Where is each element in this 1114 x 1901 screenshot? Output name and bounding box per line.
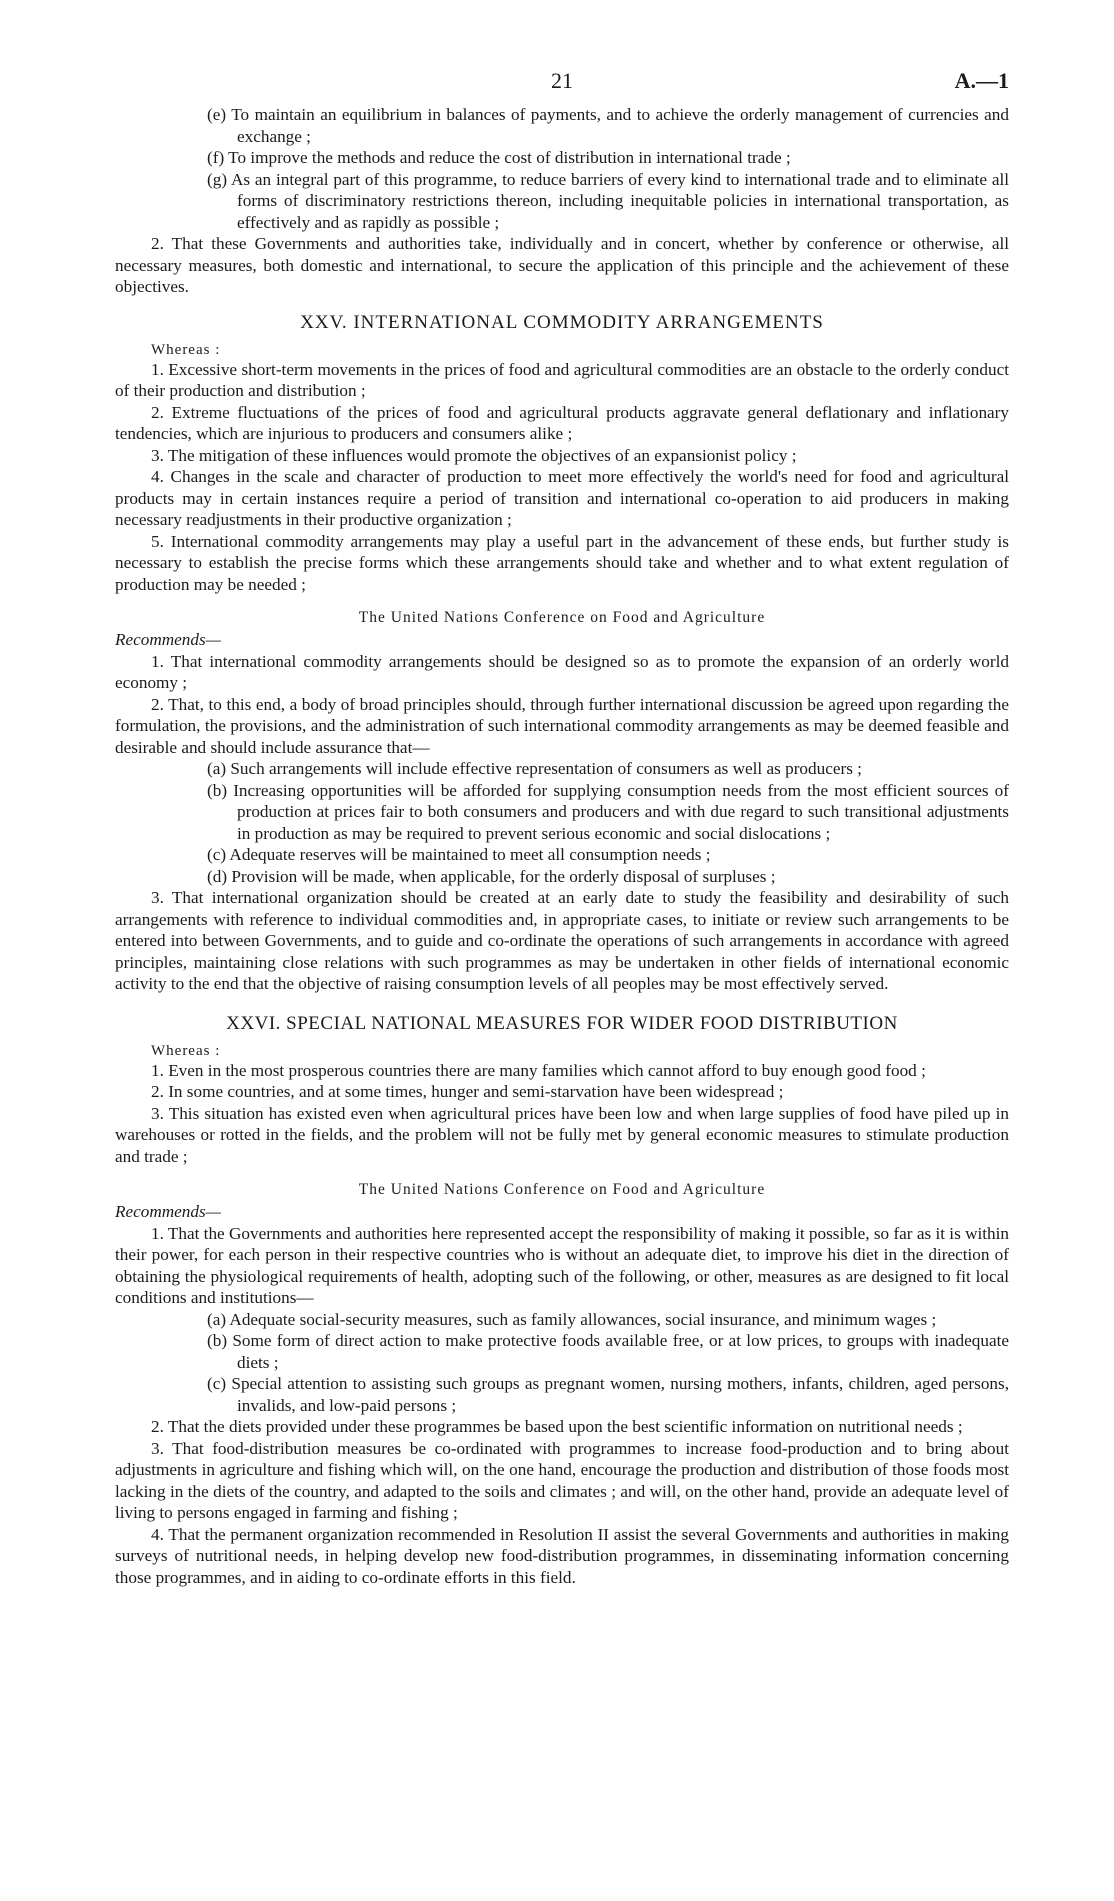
paragraph: 3. This situation has existed even when agricultural prices have been low and when large supplies of food have piled up in warehouses or rotted in the fields, and the problem will not be fully met by general economic measures to stimulate production and trade ;: [115, 1103, 1009, 1166]
list-item: (a) Such arrangements will include effective representation of consumers as well as producers ;: [207, 759, 862, 778]
paragraph: 1. Even in the most prosperous countries there are many families which cannot afford to buy enough good food ;: [151, 1060, 926, 1080]
list-item: (c) Adequate reserves will be maintained to meet all consumption needs ;: [207, 845, 711, 864]
page-header: [115, 68, 1009, 98]
paragraph: 4. That the permanent organization recommended in Resolution II assist the several Governments and authorities in making surveys of nutritional needs, in helping develop new food-distribution programmes, in disseminating information concerning those programmes, and in aiding to co-ordinate efforts in this field.: [115, 1524, 1009, 1587]
list-item: (b) Increasing opportunities will be afforded for supplying consumption needs from the most efficient sources of production at prices fair to both consumers and producers and with due regard to such transitional adjustments in production as may be required to prevent serious economic and social dislocations ;: [207, 780, 1009, 843]
list-item: (b) Some form of direct action to make protective foods available free, or at low prices, to groups with inadequate diets ;: [207, 1331, 1009, 1372]
paragraph: 2. That these Governments and authorities take, individually and in concert, whether by conference or otherwise, all necessary measures, both domestic and international, to secure the application of this principle and the achievement of these objectives.: [115, 234, 1009, 296]
recommends-label: Recommends—: [115, 630, 221, 649]
section-heading: XXV. INTERNATIONAL COMMODITY ARRANGEMENTS: [300, 311, 824, 333]
page-number: 21: [551, 68, 573, 93]
document-reference: A.—1: [954, 68, 1009, 93]
paragraph: 5. International commodity arrangements may play a useful part in the advancement of these ends, but further study is necessary to establish the precise forms which these arrangements should take and whether and to what extent regulation of production may be needed ;: [115, 531, 1009, 594]
conference-heading: The United Nations Conference on Food and Agriculture: [358, 1181, 766, 1198]
paragraph: 2. In some countries, and at some times, hunger and semi-starvation have been widespread ;: [151, 1082, 784, 1101]
list-item: (a) Adequate social-security measures, such as family allowances, social insurance, and minimum wages ;: [207, 1309, 937, 1329]
section-heading: XXVI. SPECIAL NATIONAL MEASURES FOR WIDER FOOD DISTRIBUTION: [226, 1012, 898, 1034]
paragraph: 1. That international commodity arrangements should be designed so as to promote the expansion of an orderly world economy ;: [115, 651, 1009, 692]
whereas-label: Whereas :: [151, 341, 221, 358]
paragraph: 4. Changes in the scale and character of production to meet more effectively the world's need for food and agricultural products may in certain instances require a period of transition and international co-operation to aid producers in making necessary readjustments in their productive organization ;: [115, 467, 1009, 529]
list-item: (f) To improve the methods and reduce the cost of distribution in international trade ;: [207, 148, 791, 167]
list-item: (e) To maintain an equilibrium in balances of payments, and to achieve the orderly management of currencies and exchange ;: [207, 105, 1009, 146]
conference-heading: The United Nations Conference on Food and Agriculture: [358, 609, 766, 626]
paragraph: 1. That the Governments and authorities here represented accept the responsibility of making it possible, so far as it is within their power, for each person in their respective countries who is without an adequate diet, to improve his diet in the direction of obtaining the physiological requirements of health, adopting such of the following, or other, measures as are designed to fit local conditions and institutions—: [115, 1223, 1009, 1307]
paragraph: 3. The mitigation of these influences would promote the objectives of an expansionist policy ;: [151, 445, 797, 465]
whereas-label: Whereas :: [151, 1042, 221, 1059]
recommends-label: Recommends—: [115, 1202, 221, 1221]
list-item: (g) As an integral part of this programme, to reduce barriers of every kind to international trade and to eliminate all forms of discriminatory restrictions thereon, including inequitable policies in international transportation, as effectively and as rapidly as possible ;: [207, 169, 1009, 232]
list-item: (d) Provision will be made, when applicable, for the orderly disposal of surpluses ;: [207, 866, 776, 886]
document-page: [115, 68, 1009, 1588]
list-item: (c) Special attention to assisting such groups as pregnant women, nursing mothers, infants, children, aged persons, invalids, and low-paid persons ;: [207, 1374, 1009, 1415]
paragraph: 2. That the diets provided under these programmes be based upon the best scientific information on nutritional needs ;: [151, 1417, 963, 1436]
paragraph: 3. That food-distribution measures be co-ordinated with programmes to increase food-production and to bring about adjustments in agriculture and fishing which will, on the one hand, encourage the production and distribution of those foods most lacking in the diets of the country, and adapted to the soils and climates ; and will, on the other hand, provide an adequate level of living to persons engaged in farming and fishing ;: [115, 1438, 1009, 1522]
paragraph: 2. That, to this end, a body of broad principles should, through further international discussion be agreed upon regarding the formulation, the provisions, and the administration of such international commodity arrangements as may be deemed feasible and desirable and should include assurance that—: [115, 694, 1009, 757]
paragraph: 2. Extreme fluctuations of the prices of food and agricultural products aggravate general deflationary and inflationary tendencies, which are injurious to producers and consumers alike ;: [115, 402, 1009, 443]
paragraph: 1. Excessive short-term movements in the prices of food and agricultural commodities are an obstacle to the orderly conduct of their production and distribution ;: [115, 359, 1009, 400]
paragraph: 3. That international organization should be created at an early date to study the feasibility and desirability of such arrangements with reference to individual commodities and, in appropriate cases, to initiate or review such arrangements to be entered into between Governments, and to guide and co-ordinate the operations of such arrangements in accordance with agreed principles, maintaining close relations with such programmes as may be undertaken in other fields of international economic activity to the end that the objective of raising consumption levels of all peoples may be most effectively served.: [115, 888, 1009, 993]
